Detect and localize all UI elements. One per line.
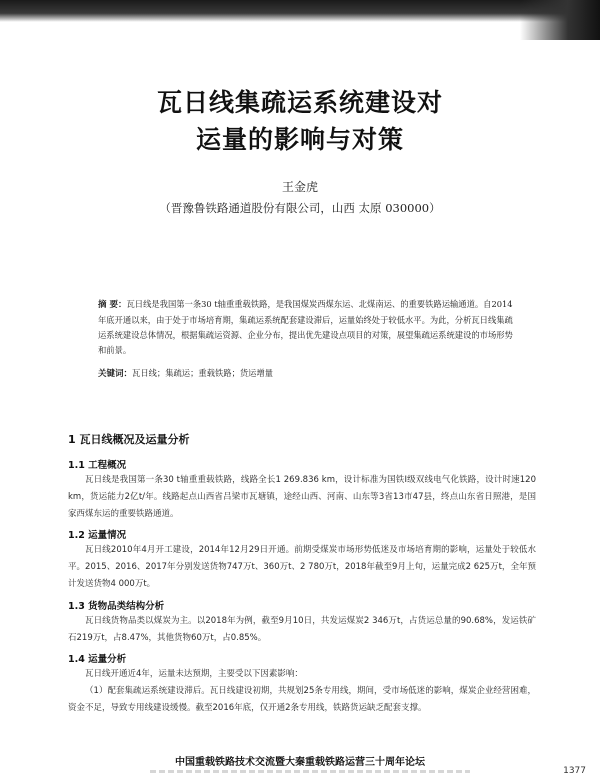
footer-faint-line	[150, 770, 470, 773]
abstract-text: 瓦日线是我国第一条30 t轴重重载铁路，是我国煤炭西煤东运、北煤南运、的重要铁路运输通道。自2014年底开通以来，由于处于市场培育期，集疏运系统配套建设滞后，运量始终处于较低水平。为此，分析瓦日线集疏运系统建设总体情况，根据集疏运资源、企业分布，提出优先建设点项目的对策，展望集疏运系统建设的市场形势和前景。	[98, 299, 513, 355]
abstract-label: 摘 要：	[98, 300, 127, 310]
page-title-line2: 运量的影响与对策	[195, 125, 404, 154]
conference-footer: 中国重载铁路技术交流暨大秦重载铁路运营三十周年论坛	[175, 757, 425, 768]
section-1-4-heading: 1.4 运量分析	[68, 654, 127, 665]
section-1-4-text-point1: （1）配套集疏运系统建设滞后。瓦日线建设初期，共规划25条专用线，期间，受市场低迷的影响，煤炭企业经营困难，资金不足，导致专用线建设缓慢。截至2016年底，仅开通2条专用线，铁路货运缺乏配套支撑。	[68, 686, 536, 713]
abstract	[98, 297, 518, 358]
section-1-1-text: 瓦日线是我国第一条30 t轴重重载铁路，线路全长1 269.836 km，设计标准为国铁Ⅰ级双线电气化铁路，设计时速120 km，货运能力2亿t/年。线路起点山西省吕梁市瓦塘镇，途经山西、河南、山东等3省13市47县，终点山东省日照港，是国家西煤东运的重要铁路通道。	[68, 475, 536, 519]
section-1-2-heading: 1.2 运量情况	[68, 530, 127, 541]
section-1-1-heading: 1.1 工程概况	[68, 460, 127, 471]
section-1-3-heading: 1.3 货物品类结构分析	[68, 601, 165, 612]
author-name: 王金虎	[281, 180, 318, 194]
section-1-heading: 1 瓦日线概况及运量分析	[68, 433, 190, 446]
section-1-3-text: 瓦日线货物品类以煤炭为主。以2018年为例，截至9月10日，共发运煤炭2 346万t，占货运总量的90.68%，发运铁矿石219万t，占8.47%，其他货物60万t，占0.85%。	[68, 616, 536, 643]
keywords-label: 关键词：	[98, 369, 133, 379]
author-affiliation: （晋豫鲁铁路通道股份有限公司，山西 太原 030000）	[159, 201, 441, 215]
keywords	[98, 367, 518, 379]
section-1-2-text: 瓦日线2010年4月开工建设，2014年12月29日开通。前期受煤炭市场形势低迷及市场培育期的影响，运量处于较低水平。2015、2016、2017年分别发送货物747万t、360万t、2 780万t，2018年截至9月上旬，运量完成2 625万t，全年预计发送货物4 000万t。	[68, 545, 536, 589]
scan-corner-shadow	[520, 0, 600, 40]
page-title-line1: 瓦日线集疏运系统建设对	[156, 88, 443, 117]
section-1-4-text-intro: 瓦日线开通近4年，运量未达预期，主要受以下因素影响：	[85, 669, 303, 679]
scan-top-shadow	[0, 0, 600, 22]
keywords-text: 瓦日线；集疏运；重载铁路；货运增量	[132, 368, 274, 378]
page-number: 1377	[563, 766, 586, 776]
